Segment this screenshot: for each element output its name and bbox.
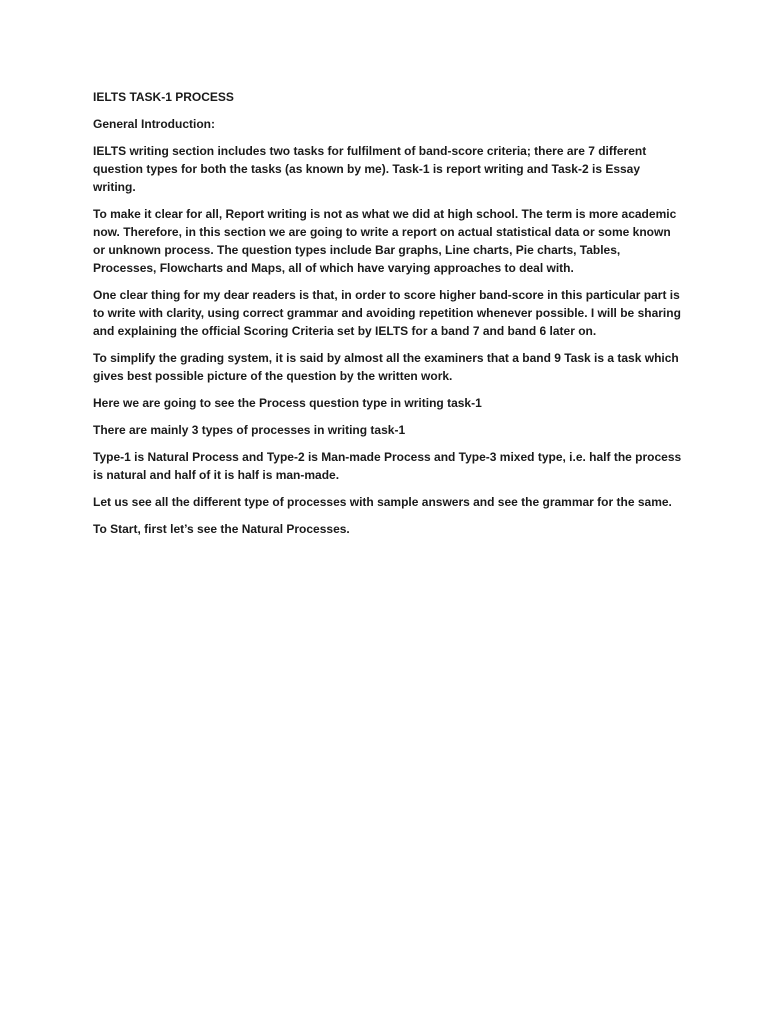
paragraph-three-types: There are mainly 3 types of processes in writing task-1 [93, 423, 406, 437]
section-heading-general-introduction: General Introduction: [93, 117, 216, 131]
paragraph-report-writing: To make it clear for all, Report writing is not as what we did at high school. The term is more academic now. Therefore, in this section we are going to write a report on actual statistical data or some known or unknown process. The question types include Bar graphs, Line charts, Pie charts, Tables, Processes, Flowcharts and Maps, all of which have varying approaches to deal with. [93, 207, 677, 275]
paragraph-clarity: One clear thing for my dear readers is that, in order to score higher band-score in this particular part is to write with clarity, using correct grammar and avoiding repetition whenever possible. I will be sharing and explaining the official Scoring Criteria set by IELTS for a band 7 and band 6 later on. [93, 288, 681, 338]
paragraph-start: To Start, first let’s see the Natural Processes. [93, 522, 350, 536]
paragraph-type-definitions: Type-1 is Natural Process and Type-2 is Man-made Process and Type-3 mixed type, i.e. half the process is natural and half of it is half is man-made. [93, 450, 682, 482]
paragraph-sample-answers: Let us see all the different type of processes with sample answers and see the grammar for the same. [93, 495, 672, 509]
paragraph-process-type: Here we are going to see the Process question type in writing task-1 [93, 396, 482, 410]
paragraph-grading: To simplify the grading system, it is said by almost all the examiners that a band 9 Task is a task which gives best possible picture of the question by the written work. [93, 351, 679, 383]
document-title: IELTS TASK-1 PROCESS [93, 90, 234, 104]
document-body [93, 88, 683, 547]
paragraph-intro: IELTS writing section includes two tasks for fulfilment of band-score criteria; there are 7 different question types for both the tasks (as known by me). Task-1 is report writing and Task-2 is Essay writing. [93, 144, 647, 194]
